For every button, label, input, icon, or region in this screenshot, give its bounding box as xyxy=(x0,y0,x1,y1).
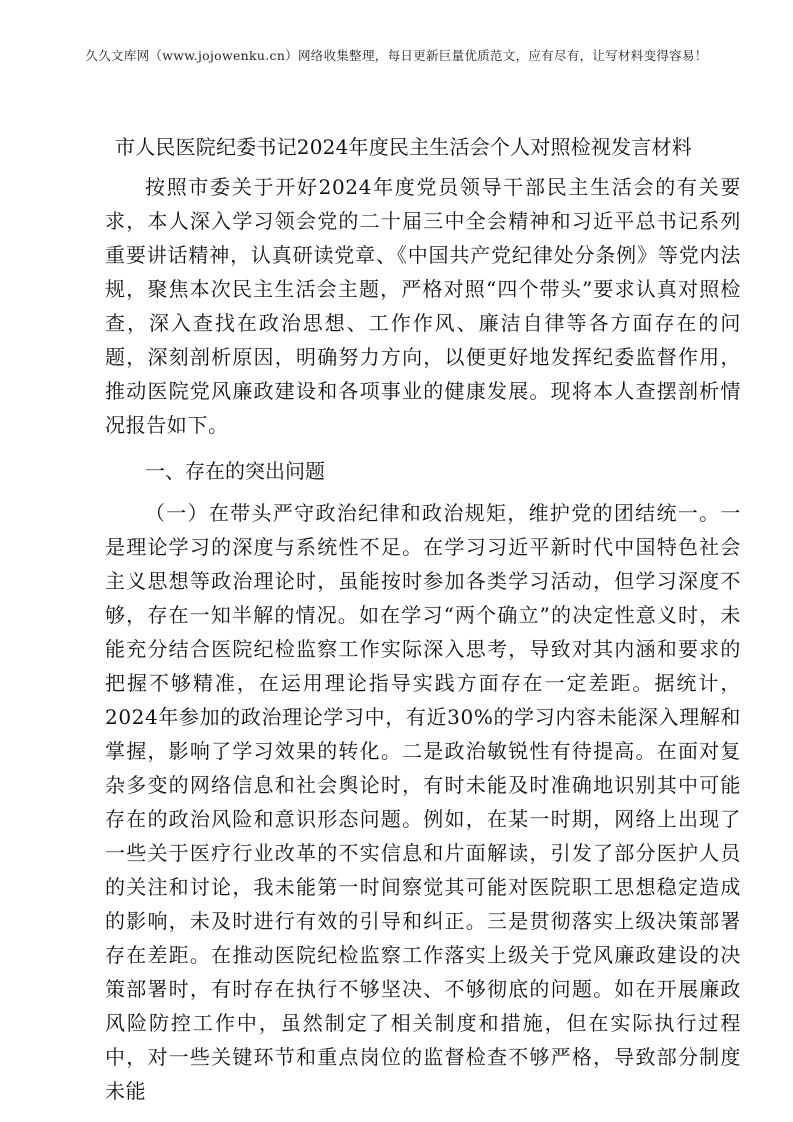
section-paragraph: （一）在带头严守政治纪律和政治规矩，维护党的团结统一。一是理论学习的深度与系统性不足。在学习习近平新时代中国特色社会主义思想等政治理论时，虽能按时参加各类学习活动，但学习深度不够，存在一知半解的情况。如在学习“两个确立”的决定性意义时，未能充分结合医院纪检监察工作实际深入思考，导致对其内涵和要求的把握不够精准，在运用理论指导实践方面存在一定差距。据统计，2024年参加的政治理论学习中，有近30%的学习内容未能深入理解和掌握，影响了学习效果的转化。二是政治敏锐性有待提高。在面对复杂多变的网络信息和社会舆论时，有时未能及时准确地识别其中可能存在的政治风险和意识形态问题。例如，在某一时期，网络上出现了一些关于医疗行业改革的不实信息和片面解读，引发了部分医护人员的关注和讨论，我未能第一时间察觉其可能对医院职工思想稳定造成的影响，未及时进行有效的引导和纠正。三是贯彻落实上级决策部署存在差距。在推动医院纪检监察工作落实上级关于党风廉政建设的决策部署时，有时存在执行不够坚决、不够彻底的问题。如在开展廉政风险防控工作中，虽然制定了相关制度和措施，但在实际执行过程中，对一些关键环节和重点岗位的监督检查不够严格，导致部分制度未能 xyxy=(105,501,741,1103)
intro-paragraph: 按照市委关于开好2024年度党员领导干部民主生活会的有关要求，本人深入学习领会党的二十届三中全会精神和习近平总书记系列重要讲话精神，认真研读党章、《中国共产党纪律处分条例》等党内法规，聚焦本次民主生活会主题，严格对照“四个带头”要求认真对照检查，深入查找在政治思想、工作作风、廉洁自律等各方面存在的问题，深刻剖析原因，明确努力方向，以便更好地发挥纪委监督作用，推动医院党风廉政建设和各项事业的健康发展。现将本人查摆剖析情况报告如下。 xyxy=(105,175,741,437)
section-heading: 一、存在的突出问题 xyxy=(145,459,325,483)
document-title: 市人民医院纪委书记2024年度民主生活会个人对照检视发言材料 xyxy=(115,135,692,159)
header-note: 久久文库网（www.jojowenku.cn）网络收集整理，每日更新巨量优质范文，应有尽有，让写材料变得容易！ xyxy=(85,48,708,63)
document-body xyxy=(105,130,741,1108)
